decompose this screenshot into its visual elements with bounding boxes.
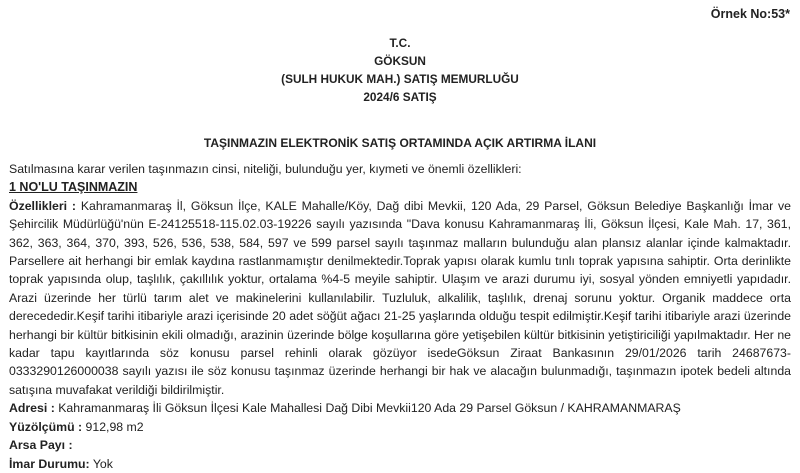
address-row — [9, 399, 791, 417]
document-title: TAŞINMAZIN ELEKTRONİK SATIŞ ORTAMINDA AÇIK ARTIRMA İLANI — [203, 136, 597, 150]
share-label: Arsa Payı : — [9, 438, 73, 453]
header-line-office: (SULH HUKUK MAH.) SATIŞ MEMURLUĞU — [281, 72, 519, 86]
features-text: Kahramanmaraş İl, Göksun İlçe, KALE Mahalle/Köy, Dağ dibi Mevkii, 120 Ada, 29 Parsel, Göksun Belediye Başkanlığı İmar ve Şehircilik Müdürlüğü'nün E-24125518-115.02.03-19226 sayılı yazısında "Dava konusu Kahramanmaraş İli, Göksun İlçesi, Kale Mah. 17, 361, 362, 363, 364, 370, 393, 526, 536, 538, 584, 597 ve 599 parsel sayılı taşınmaz malların bulunduğu alan plansız alanlar içinde kalmaktadır. Parsellere ait herhangi bir emlak kaydına rastlanmamıştır denilmektedir.Toprak yapısı olarak kumlu tınlı toprak yapısına sahiptir. Orta derinlikte toprak yapısında olup, taşlılık, çakıllılık yoktur, ortalama %4-5 meyile sahiptir. Ulaşım ve arazi durumu iyi, sosyal yönden emniyetli yapıdadır. Arazi üzerinde her türlü tarım alet ve makinelerini kullanılabilir. Tuzluluk, alkalilik, taşlılık, drenaj sorunu yoktur. Organik maddece orta derecededir.Keşif tarihi itibariyle arazi içerisinde 20 adet söğüt ağacı 21-25 yaşlarında olduğu tespit edilmiştir.Keşif tarihi itibariyle arazi üzerinde herhangi bir kültür bitkisinin ekili olmadığı, arazinin üzerinde bölge koşullarına göre yetişebilen kültür bitkisinin yetiştiriciliği yapılmaktadır. Her ne kadar tapu kayıtlarında söz konusu parsel rehinli olarak gözüyor isedeGöksun Ziraat Bankasının 29/01/2026 tarih 24687673-0333290126000038 sayılı yazısı ile söz konusu taşınmaz üzerinde herhangi bir hak ve alacağın bulunmadığı, taşınmazın ipotek bedeli altında satışına muvafakat verildiği bildirilmiştir. — [9, 198, 791, 397]
header-line-tc: T.C. — [389, 36, 411, 50]
features-paragraph — [9, 197, 791, 399]
features-label: Özellikleri : — [9, 198, 76, 213]
area-label: Yüzölçümü : — [9, 419, 83, 434]
area-row — [9, 418, 791, 436]
document-body — [9, 160, 791, 473]
zoning-value: Yok — [92, 456, 113, 471]
intro-text: Satılmasına karar verilen taşınmazın cinsi, niteliği, bulunduğu yer, kıymeti ve önemli özellikleri: — [9, 162, 522, 176]
zoning-label: İmar Durumu: — [9, 456, 90, 471]
address-label: Adresi : — [9, 401, 55, 416]
zoning-row — [9, 455, 791, 473]
sample-number: Örnek No:53* — [710, 7, 790, 21]
section-title: 1 NO'LU TAŞINMAZIN — [9, 180, 138, 195]
document-header — [0, 34, 800, 106]
header-line-district: GÖKSUN — [374, 54, 426, 68]
header-line-case: 2024/6 SATIŞ — [363, 90, 437, 104]
area-value: 912,98 m2 — [85, 419, 144, 434]
address-value: Kahramanmaraş İli Göksun İlçesi Kale Mahallesi Dağ Dibi Mevkii120 Ada 29 Parsel Göksun / KAHRAMANMARAŞ — [58, 401, 681, 416]
share-row — [9, 436, 791, 454]
